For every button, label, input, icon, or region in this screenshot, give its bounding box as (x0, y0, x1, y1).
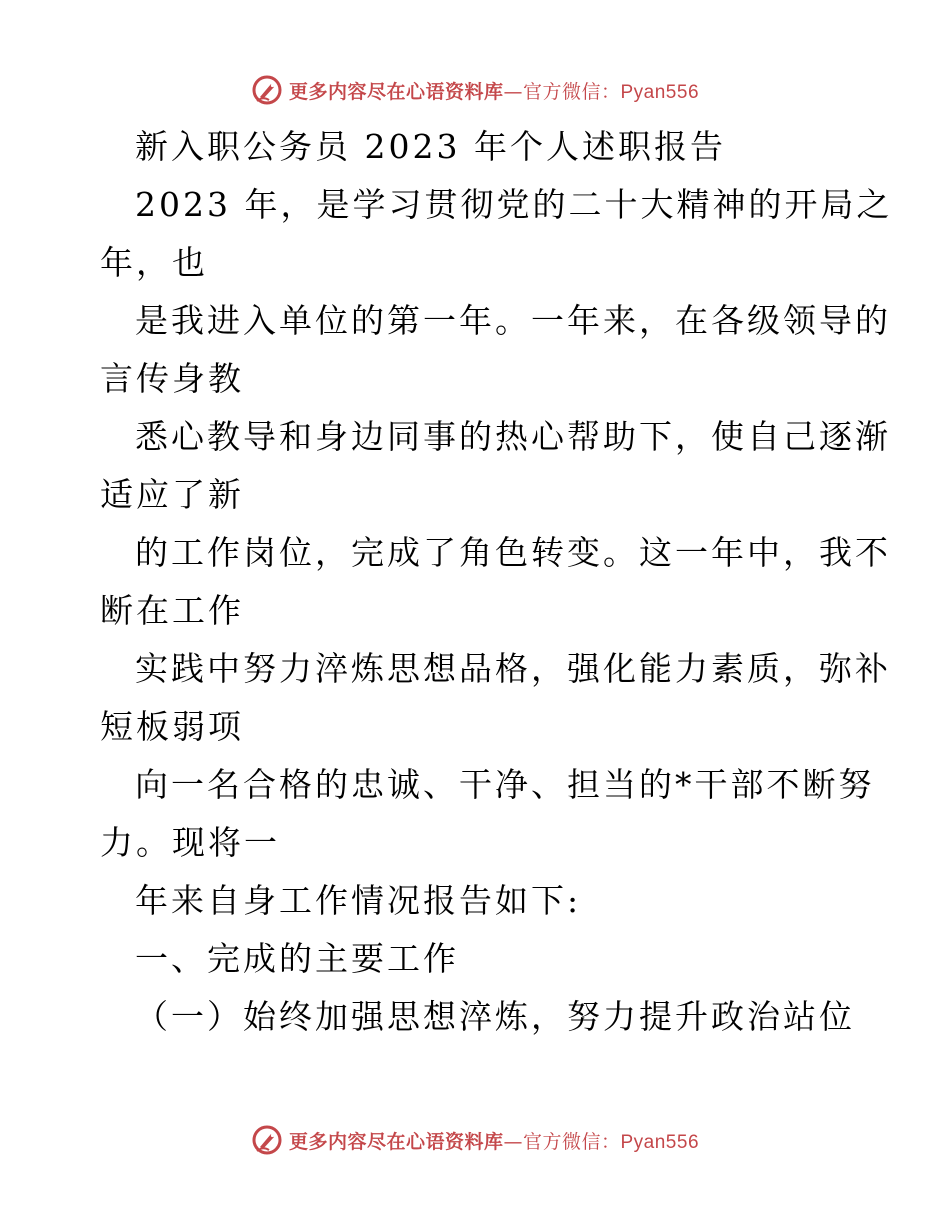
watermark-wechat-id: Pyan556 (620, 1131, 700, 1153)
watermark-group (251, 74, 699, 106)
paragraph-line: 悉心教导和身边同事的热心帮助下，使自己逐渐 (135, 417, 891, 456)
watermark-wechat-label: 官方微信： (522, 80, 621, 103)
watermark-wechat-id: Pyan556 (620, 81, 700, 103)
watermark-text (289, 1127, 699, 1154)
subsection-heading: （一）始终加强思想淬炼，努力提升政治站位 (135, 997, 855, 1036)
paragraph-line: 断在工作 (100, 591, 244, 630)
paragraph-line: 是我进入单位的第一年。一年来，在各级领导的 (135, 301, 891, 340)
paragraph-line: 2023 年，是学习贯彻党的二十大精神的开局之 (135, 185, 893, 224)
paragraph-line: 短板弱项 (100, 707, 244, 746)
watermark-group (251, 1124, 699, 1156)
paragraph-line: 实践中努力淬炼思想品格，强化能力素质，弥补 (135, 649, 891, 688)
paragraph-line: 的工作岗位，完成了角色转变。这一年中，我不 (135, 533, 891, 572)
footer-watermark (0, 1120, 950, 1160)
paragraph-line: 力。现将一 (100, 823, 280, 862)
watermark-brand: 更多内容尽在心语资料库 (288, 1130, 504, 1153)
paragraph-line: 向一名合格的忠诚、干净、担当的*干部不断努 (135, 765, 875, 804)
pen-nib-logo-icon (251, 74, 283, 106)
section-heading: 一、完成的主要工作 (135, 939, 459, 978)
paragraph-line: 年来自身工作情况报告如下: (135, 881, 582, 920)
watermark-separator: — (503, 1130, 523, 1153)
watermark-text (289, 77, 699, 104)
document-title: 新入职公务员 2023 年个人述职报告 (135, 127, 726, 166)
pen-nib-logo-icon (251, 1124, 283, 1156)
paragraph-line: 年，也 (100, 243, 208, 282)
watermark-separator: — (503, 80, 523, 103)
watermark-wechat-label: 官方微信： (522, 1130, 621, 1153)
paragraph-line: 言传身教 (100, 359, 244, 398)
paragraph-line: 适应了新 (100, 475, 244, 514)
header-watermark (0, 70, 950, 110)
watermark-brand: 更多内容尽在心语资料库 (288, 80, 504, 103)
